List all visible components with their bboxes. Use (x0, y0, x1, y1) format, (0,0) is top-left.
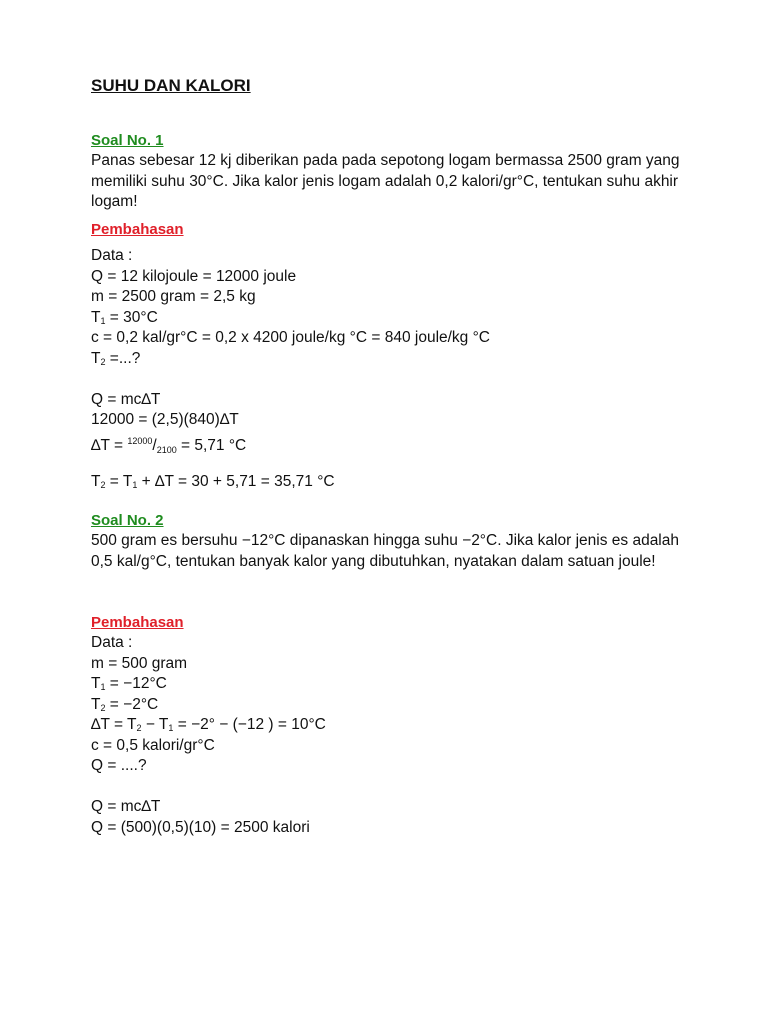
soal-1-line-c: c = 0,2 kal/gr°C = 0,2 x 4200 joule/kg °C = 840 joule/kg °C (91, 329, 491, 346)
soal-1-heading: Soal No. 1 (91, 132, 164, 149)
soal-1-line-q: Q = 12 kilojoule = 12000 joule (91, 267, 297, 285)
soal-2-heading: Soal No. 2 (91, 512, 164, 529)
soal-2-line-t2: $T_2 = -2^\circ C$ (91, 695, 159, 713)
soal-1-line-m: m = 2500 gram = 2,5 kg (91, 288, 256, 305)
soal-2-line-delta-t: $\Delta T = T_2 - T_1 = -2^\circ - (-12$ ) = 10°C (91, 716, 326, 733)
soal-2-eq-2: Q = (500)(0,5)(10) = 2500 kalori (91, 818, 310, 836)
soal-1-line-t1: $T_1 = 30^\circ C$ (91, 308, 158, 326)
soal-2-line-q: Q = ....? (91, 757, 147, 774)
soal-1-data-label: Data : (91, 247, 133, 264)
soal-2-eq-1: Q = mc∆T (91, 798, 161, 815)
soal-1-question: Panas sebesar 12 kj diberikan pada pada sepotong logam bermassa 2500 gram yang memiliki suhu 30°C. Jika kalor jenis logam adalah 0,2 kalori/gr°C, tentukan suhu akhir logam! (91, 152, 680, 210)
soal-2-data-label: Data : (91, 634, 133, 651)
soal-1-final-answer: $T_2 = T_1 + \Delta T = 30 + 5,71 = 35,71$ °C (91, 472, 335, 490)
soal-2-line-t1: $T_1 = -12^\circ C$ (91, 675, 167, 692)
soal-2-question: 500 gram es bersuhu −12°C dipanaskan hingga suhu −2°C. Jika kalor jenis es adalah 0,5 kal/g°C, tentukan banyak kalor yang dibutuhkan, nyatakan dalam satuan joule! (91, 532, 679, 570)
soal-2-solution (91, 633, 326, 838)
soal-1-pembahasan-heading: Pembahasan (91, 221, 184, 238)
soal-2-pembahasan-heading: Pembahasan (91, 614, 184, 631)
soal-1-eq-2: 12000 = (2,5)(840)∆T (91, 411, 239, 428)
soal-1-eq-delta-t: ∆T = $^{12000}$/2100 = 5,71 °C (91, 435, 247, 455)
soal-1-eq-1: Q = mc∆T (91, 390, 161, 408)
soal-2-line-m: m = 500 gram (91, 654, 188, 672)
page-title: SUHU DAN KALORI (91, 76, 251, 95)
soal-1-solution (91, 246, 490, 492)
soal-2-line-c: c = 0,5 kalori/gr°C (91, 736, 215, 754)
soal-1-line-t2: $T_2$ =...? (91, 349, 141, 367)
